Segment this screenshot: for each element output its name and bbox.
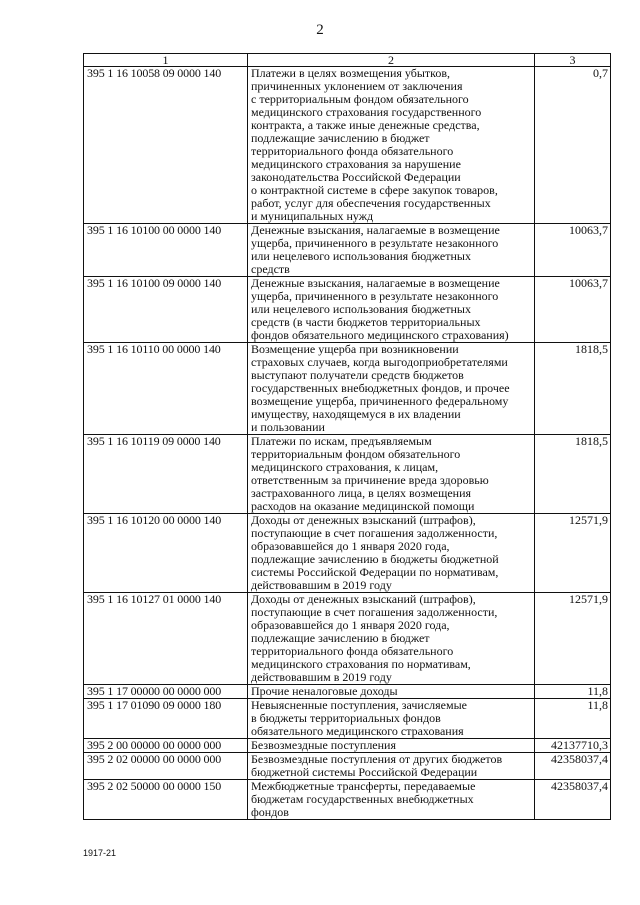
revenue-name-cell: Безвозмездные поступления bbox=[248, 739, 535, 753]
budget-code-cell: 395 2 02 00000 00 0000 000 bbox=[84, 753, 248, 780]
revenue-name-cell: Прочие неналоговые доходы bbox=[248, 685, 535, 699]
budget-code-cell: 395 1 16 10119 09 0000 140 bbox=[84, 435, 248, 514]
revenue-name-cell: Доходы от денежных взысканий (штрафов), поступающие в счет погашения задолженности, образовавшейся до 1 января 2020 года, подлежащие зачислению в бюджет территориального фонда обязательного медицинского страхования по нормативам, действовавшим в 2019 году bbox=[248, 593, 535, 685]
table-row bbox=[84, 593, 611, 685]
amount-cell: 10063,7 bbox=[535, 277, 611, 343]
amount-cell: 0,7 bbox=[535, 67, 611, 224]
revenue-name-cell: Платежи в целях возмещения убытков, причиненных уклонением от заключения с территориальным фондом обязательного медицинского страхования государственного контракта, а также иные денежные средства, подлежащие зачислению в бюджет территориального фонда обязательного медицинского страхования за нарушение законодательства Российской Федерации о контрактной системе в сфере закупок товаров, работ, услуг для обеспечения государственных и муниципальных нужд bbox=[248, 67, 535, 224]
budget-code-cell: 395 1 16 10120 00 0000 140 bbox=[84, 514, 248, 593]
budget-code-cell: 395 2 00 00000 00 0000 000 bbox=[84, 739, 248, 753]
page-number: 2 bbox=[316, 22, 324, 38]
amount-cell: 12571,9 bbox=[535, 593, 611, 685]
document-code: 1917-21 bbox=[83, 848, 117, 858]
table-row bbox=[84, 699, 611, 739]
amount-cell: 42358037,4 bbox=[535, 753, 611, 780]
budget-revenue-table bbox=[83, 53, 611, 820]
table-row bbox=[84, 780, 611, 820]
table-row bbox=[84, 739, 611, 753]
amount-cell: 11,8 bbox=[535, 685, 611, 699]
amount-cell: 42137710,3 bbox=[535, 739, 611, 753]
column-header-name: 2 bbox=[248, 54, 535, 67]
amount-cell: 11,8 bbox=[535, 699, 611, 739]
table-row bbox=[84, 435, 611, 514]
budget-code-cell: 395 2 02 50000 00 0000 150 bbox=[84, 780, 248, 820]
table-header-row bbox=[84, 54, 611, 67]
table-row bbox=[84, 514, 611, 593]
column-header-amount: 3 bbox=[535, 54, 611, 67]
budget-code-cell: 395 1 16 10058 09 0000 140 bbox=[84, 67, 248, 224]
budget-code-cell: 395 1 16 10110 00 0000 140 bbox=[84, 343, 248, 435]
budget-code-cell: 395 1 16 10127 01 0000 140 bbox=[84, 593, 248, 685]
budget-code-cell: 395 1 17 00000 00 0000 000 bbox=[84, 685, 248, 699]
revenue-name-cell: Доходы от денежных взысканий (штрафов), поступающие в счет погашения задолженности, образовавшейся до 1 января 2020 года, подлежащие зачислению в бюджеты бюджетной системы Российской Федерации по нормативам, действовавшим в 2019 году bbox=[248, 514, 535, 593]
amount-cell: 1818,5 bbox=[535, 343, 611, 435]
table-row bbox=[84, 277, 611, 343]
revenue-name-cell: Безвозмездные поступления от других бюджетов бюджетной системы Российской Федерации bbox=[248, 753, 535, 780]
revenue-name-cell: Возмещение ущерба при возникновении страховых случаев, когда выгодоприобретателями выступают получатели средств бюджетов государственных внебюджетных фондов, и прочее возмещение ущерба, причиненного федеральному имуществу, находящемуся в их владении и пользовании bbox=[248, 343, 535, 435]
revenue-name-cell: Межбюджетные трансферты, передаваемые бюджетам государственных внебюджетных фондов bbox=[248, 780, 535, 820]
revenue-name-cell: Денежные взыскания, налагаемые в возмещение ущерба, причиненного в результате незаконного или нецелевого использования бюджетных средств (в части бюджетов территориальных фондов обязательного медицинского страхования) bbox=[248, 277, 535, 343]
column-header-code: 1 bbox=[84, 54, 248, 67]
budget-code-cell: 395 1 17 01090 09 0000 180 bbox=[84, 699, 248, 739]
table-row bbox=[84, 67, 611, 224]
revenue-name-cell: Платежи по искам, предъявляемым территориальным фондом обязательного медицинского страхования, к лицам, ответственным за причинение вреда здоровью застрахованного лица, в целях возмещения расходов на оказание медицинской помощи bbox=[248, 435, 535, 514]
amount-cell: 10063,7 bbox=[535, 224, 611, 277]
table-row bbox=[84, 753, 611, 780]
table-row bbox=[84, 343, 611, 435]
amount-cell: 12571,9 bbox=[535, 514, 611, 593]
budget-code-cell: 395 1 16 10100 09 0000 140 bbox=[84, 277, 248, 343]
amount-cell: 42358037,4 bbox=[535, 780, 611, 820]
amount-cell: 1818,5 bbox=[535, 435, 611, 514]
revenue-name-cell: Невыясненные поступления, зачисляемые в бюджеты территориальных фондов обязательного медицинского страхования bbox=[248, 699, 535, 739]
budget-code-cell: 395 1 16 10100 00 0000 140 bbox=[84, 224, 248, 277]
revenue-name-cell: Денежные взыскания, налагаемые в возмещение ущерба, причиненного в результате незаконного или нецелевого использования бюджетных средств bbox=[248, 224, 535, 277]
table-row bbox=[84, 685, 611, 699]
table-row bbox=[84, 224, 611, 277]
